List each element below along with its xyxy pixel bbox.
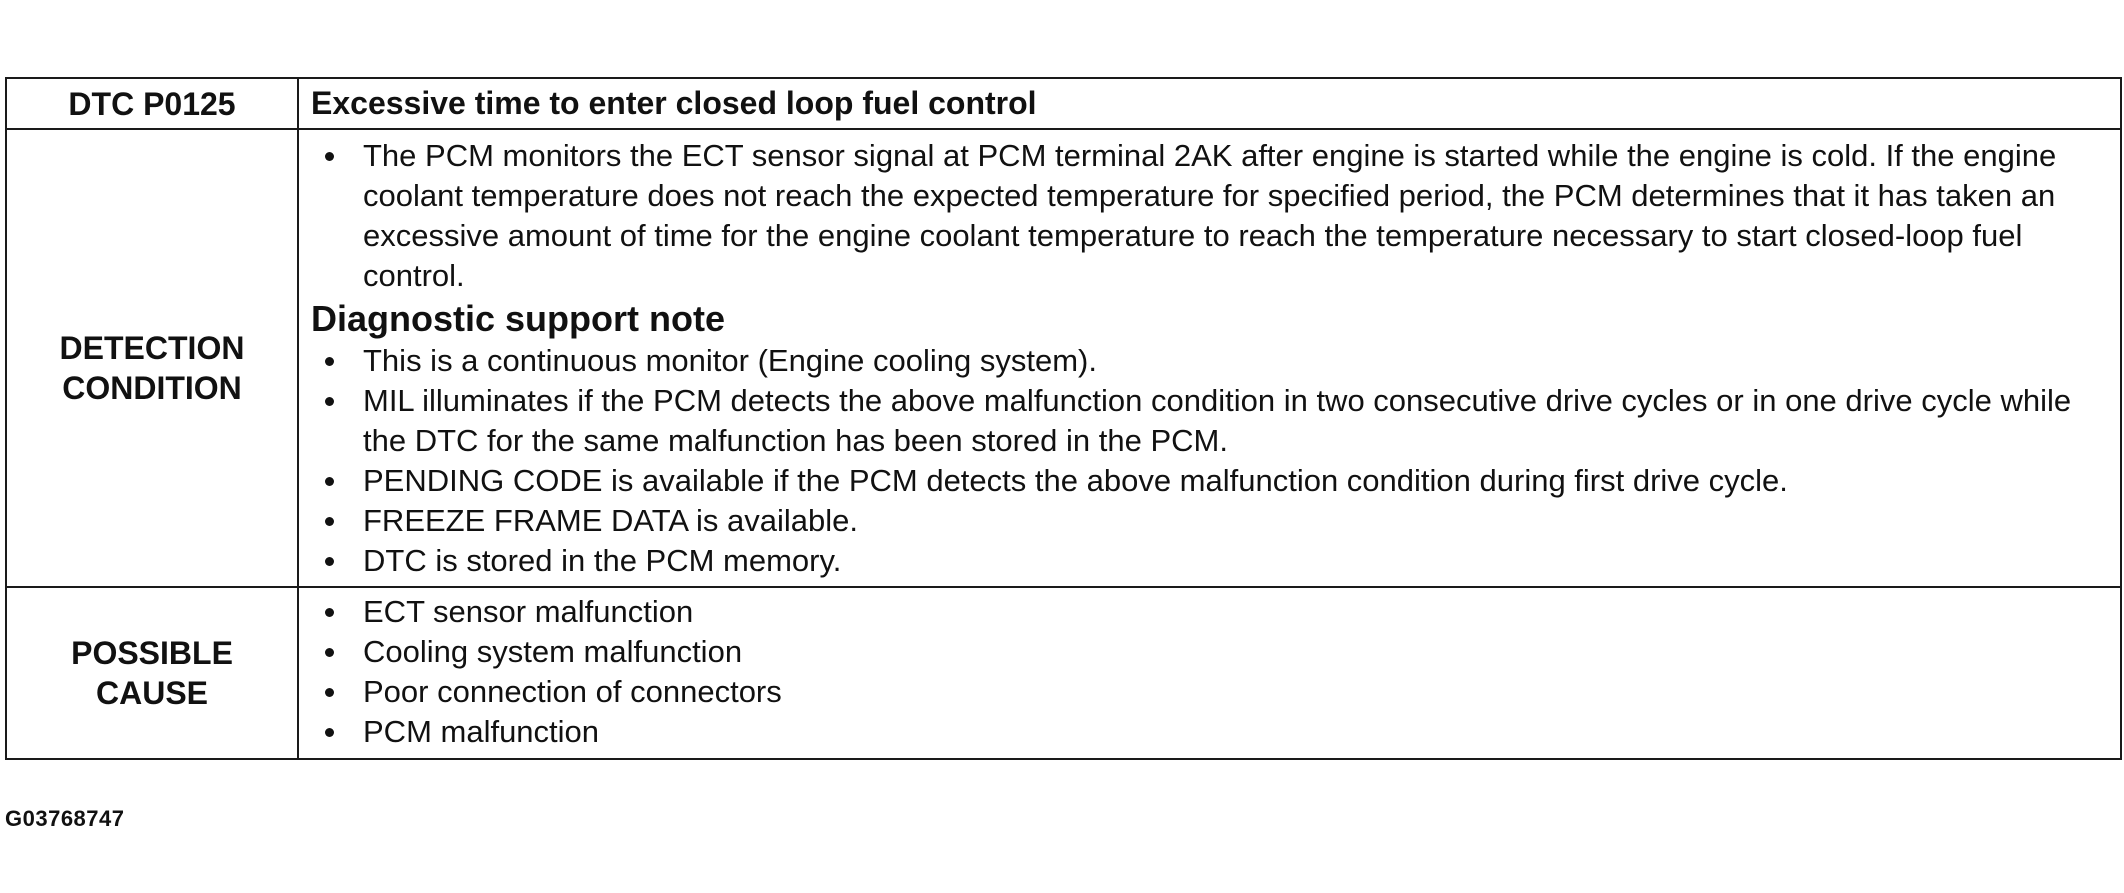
list-item: The PCM monitors the ECT sensor signal at PCM terminal 2AK after engine is started while the engine is cold. If the engine coolant temperature does not reach the expected temperature for specified period, the PCM determines that it has taken an excessive amount of time for the engine coolant temperature to reach the temperature necessary to start closed-loop fuel control. bbox=[311, 136, 2112, 296]
note-list bbox=[311, 341, 2112, 581]
cause-content bbox=[298, 587, 2121, 759]
dtc-title: Excessive time to enter closed loop fuel control bbox=[298, 78, 2121, 129]
list-item: Cooling system malfunction bbox=[311, 632, 2112, 672]
list-item: ECT sensor malfunction bbox=[311, 592, 2112, 632]
detection-intro-list bbox=[311, 136, 2112, 296]
dtc-code: DTC P0125 bbox=[6, 78, 298, 129]
cause-list bbox=[311, 592, 2112, 752]
detection-content bbox=[298, 129, 2121, 587]
figure-id: G03768747 bbox=[5, 806, 125, 831]
cause-row bbox=[6, 587, 2121, 759]
list-item: PCM malfunction bbox=[311, 712, 2112, 752]
detection-row bbox=[6, 129, 2121, 587]
detection-label bbox=[6, 129, 298, 587]
dtc-table bbox=[5, 77, 2122, 760]
detection-label-line1: DETECTION bbox=[59, 330, 245, 366]
detection-label-line2: CONDITION bbox=[62, 370, 242, 406]
list-item: This is a continuous monitor (Engine cooling system). bbox=[311, 341, 2112, 381]
cause-label-line2: CAUSE bbox=[95, 675, 208, 711]
list-item: Poor connection of connectors bbox=[311, 672, 2112, 712]
list-item: MIL illuminates if the PCM detects the above malfunction condition in two consecutive drive cycles or in one drive cycle while the DTC for the same malfunction has been stored in the PCM. bbox=[311, 381, 2112, 461]
list-item: FREEZE FRAME DATA is available. bbox=[311, 501, 2112, 541]
list-item: DTC is stored in the PCM memory. bbox=[311, 541, 2112, 581]
list-item: PENDING CODE is available if the PCM detects the above malfunction condition during first drive cycle. bbox=[311, 461, 2112, 501]
cause-label-line1: POSSIBLE bbox=[71, 635, 233, 671]
note-heading: Diagnostic support note bbox=[311, 298, 725, 339]
cause-label bbox=[6, 587, 298, 759]
header-row bbox=[6, 78, 2121, 129]
